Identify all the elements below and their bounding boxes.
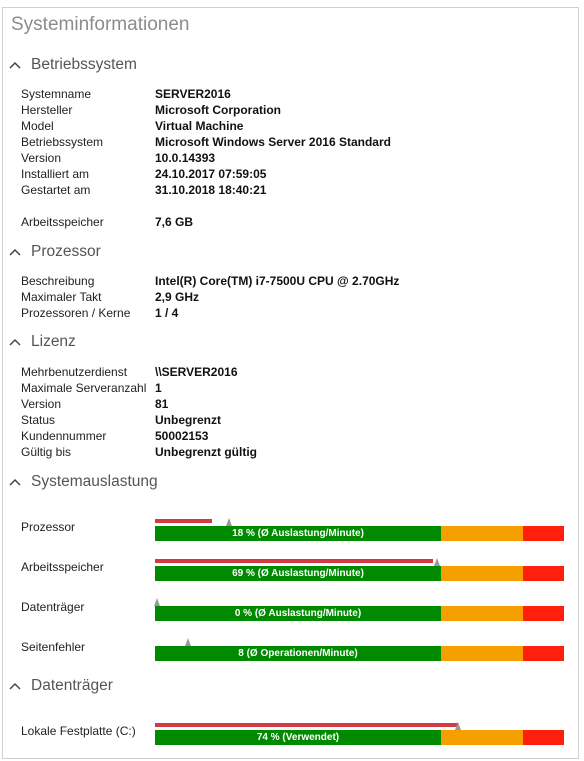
meter-text: 8 (Ø Operationen/Minute) xyxy=(238,648,358,659)
meter-text: 18 % (Ø Auslastung/Minute) xyxy=(232,528,364,539)
section-title: Betriebssystem xyxy=(31,56,137,73)
meter-label: Arbeitsspeicher xyxy=(21,560,104,574)
row-value: 81 xyxy=(155,397,169,411)
section-header-license[interactable] xyxy=(9,332,76,352)
chevron-up-icon xyxy=(9,478,23,486)
row-label: Hersteller xyxy=(21,103,73,117)
row-value: Unbegrenzt xyxy=(155,413,221,427)
meter-label: Datenträger xyxy=(21,600,85,614)
row-label: Gestartet am xyxy=(21,183,91,197)
current-usage-line xyxy=(155,519,212,523)
chevron-up-icon xyxy=(9,61,23,69)
section-header-cpu[interactable] xyxy=(9,242,101,262)
average-marker-icon xyxy=(434,558,440,566)
section-title: Datenträger xyxy=(31,677,113,694)
row-value: 1 / 4 xyxy=(155,306,179,320)
row-value: \\SERVER2016 xyxy=(155,365,238,379)
average-marker-icon xyxy=(185,638,191,646)
row-label: Beschreibung xyxy=(21,274,95,288)
row-label: Version xyxy=(21,397,62,411)
meter-seitenfehler xyxy=(155,632,564,666)
row-label: Mehrbenutzerdienst xyxy=(21,365,128,379)
average-marker-icon xyxy=(226,518,232,526)
meter-arbeitsspeicher xyxy=(155,552,564,586)
section-title: Systemauslastung xyxy=(31,473,158,490)
row-value: 10.0.14393 xyxy=(155,151,216,165)
section-header-os[interactable] xyxy=(9,55,137,75)
chevron-up-icon xyxy=(9,248,23,256)
row-label: Gültig bis xyxy=(21,445,72,459)
current-usage-line xyxy=(155,559,433,563)
average-marker-icon xyxy=(455,722,461,730)
panel-title: Systeminformationen xyxy=(11,14,190,35)
row-value: Unbegrenzt gültig xyxy=(155,445,257,459)
row-label: Kundennummer xyxy=(21,429,107,443)
row-value: SERVER2016 xyxy=(155,87,231,101)
row-value: Microsoft Windows Server 2016 Standard xyxy=(155,135,391,149)
chevron-up-icon xyxy=(9,338,23,346)
meter-label: Seitenfehler xyxy=(21,640,86,654)
average-marker-icon xyxy=(154,598,160,606)
meter-text: 69 % (Ø Auslastung/Minute) xyxy=(232,568,364,579)
meter-label: Lokale Festplatte (C:) xyxy=(21,724,136,738)
meter-prozessor xyxy=(155,512,564,546)
row-label: Maximale Serveranzahl xyxy=(21,381,147,395)
row-label: Prozessoren / Kerne xyxy=(21,306,131,320)
row-value: 50002153 xyxy=(155,429,209,443)
current-usage-line xyxy=(155,723,458,727)
meter-lokale-festplatte xyxy=(155,716,564,750)
row-value: Virtual Machine xyxy=(155,119,244,133)
row-value: Intel(R) Core(TM) i7-7500U CPU @ 2.70GHz xyxy=(155,274,400,288)
section-header-disks[interactable] xyxy=(9,676,113,696)
row-value: 31.10.2018 18:40:21 xyxy=(155,183,267,197)
section-title: Lizenz xyxy=(31,333,76,350)
row-label: Arbeitsspeicher xyxy=(21,215,104,229)
meter-text: 0 % (Ø Auslastung/Minute) xyxy=(234,608,362,619)
row-label: Systemname xyxy=(21,87,92,101)
row-label: Betriebssystem xyxy=(21,135,104,149)
row-value: 1 xyxy=(155,381,162,395)
chevron-up-icon xyxy=(9,682,23,690)
row-label: Model xyxy=(21,119,54,133)
meter-label: Prozessor xyxy=(21,520,76,534)
section-header-load[interactable] xyxy=(9,472,158,492)
row-label: Maximaler Takt xyxy=(21,290,102,304)
row-label: Status xyxy=(21,413,56,427)
row-value: 7,6 GB xyxy=(155,215,194,229)
section-title: Prozessor xyxy=(31,243,101,260)
meter-datentraeger xyxy=(155,592,564,626)
row-label: Version xyxy=(21,151,62,165)
row-label: Installiert am xyxy=(21,167,90,181)
row-value: 24.10.2017 07:59:05 xyxy=(155,167,267,181)
meter-text: 74 % (Verwendet) xyxy=(256,732,340,743)
row-value: 2,9 GHz xyxy=(155,290,200,304)
row-value: Microsoft Corporation xyxy=(155,103,281,117)
